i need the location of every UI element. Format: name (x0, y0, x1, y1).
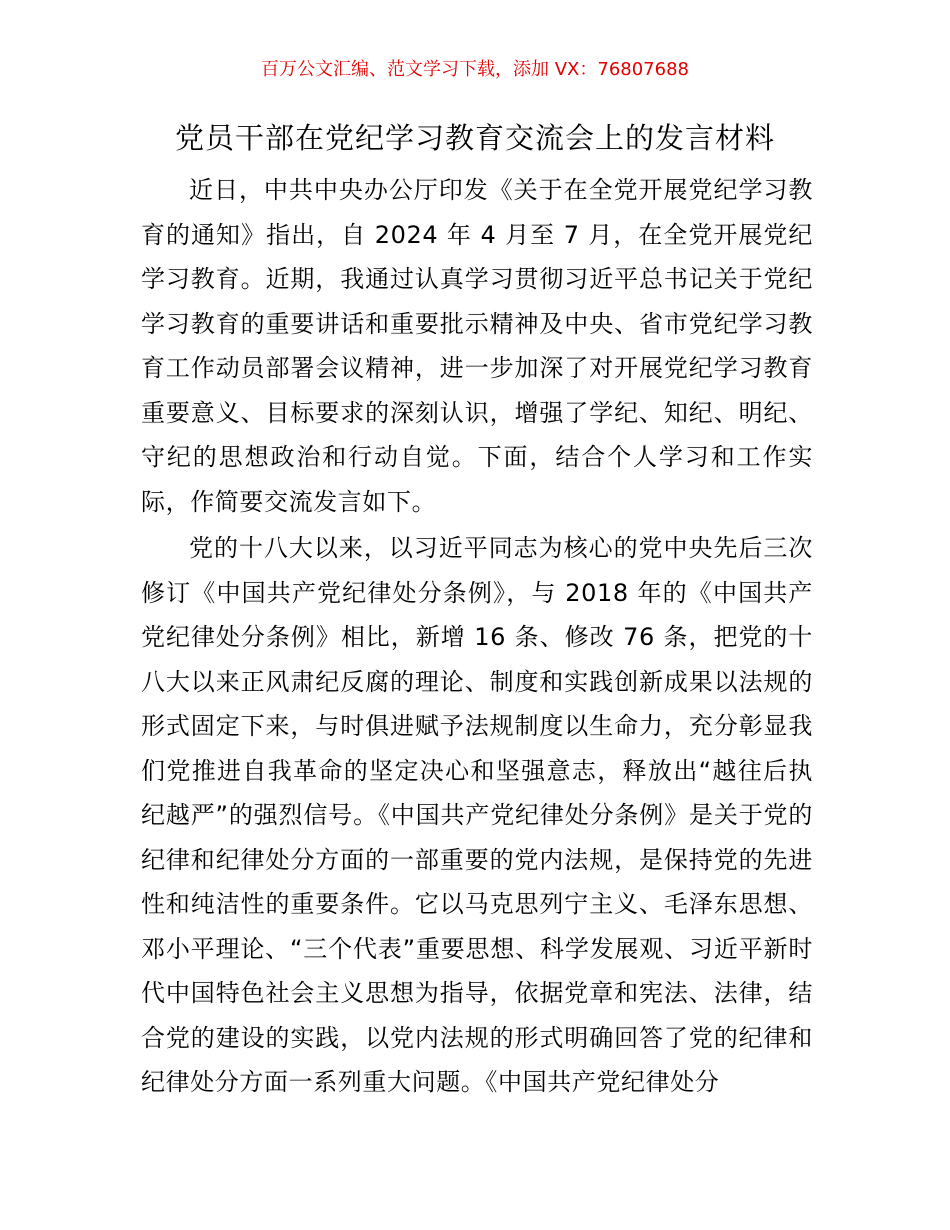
document-title: 党员干部在党纪学习教育交流会上的发言材料 (174, 121, 775, 155)
body-paragraph-1: 近日，中共中央办公厅印发《关于在全党开展党纪学习教育的通知》指出，自 2024 年 4 月至 7 月，在全党开展党纪学习教育。近期，我通过认真学习贯彻习近平总书记关于党纪学习教育的重要讲话和重要批示精神及中央、省市党纪学习教育工作动员部署会议精神，进一步加深了对开展党纪学习教育重要意义、目标要求的深刻认识，增强了学纪、知纪、明纪、守纪的思想政治和行动自觉。下面，结合个人学习和工作实际，作简要交流发言如下。 (141, 176, 813, 516)
promo-header: 百万公文汇编、范文学习下载，添加 VX：76807688 (261, 59, 689, 80)
body-paragraph-2: 党的十八大以来，以习近平同志为核心的党中央先后三次修订《中国共产党纪律处分条例》，与 2018 年的《中国共产党纪律处分条例》相比，新增 16 条、修改 76 条，把党的十八大以来正风肃纪反腐的理论、制度和实践创新成果以法规的形式固定下来，与时俱进赋予法规制度以生命力，充分彰显我们党推进自我革命的坚定决心和坚强意志，释放出“越往后执纪越严”的强烈信号。《中国共产党纪律处分条例》是关于党的纪律和纪律处分方面的一部重要的党内法规，是保持党的先进性和纯洁性的重要条件。它以马克思列宁主义、毛泽东思想、邓小平理论、“三个代表”重要思想、科学发展观、习近平新时代中国特色社会主义思想为指导，依据党章和宪法、法律，结合党的建设的实践，以党内法规的形式明确回答了党的纪律和纪律处分方面一系列重大问题。《中国共产党纪律处分 (141, 534, 813, 1096)
